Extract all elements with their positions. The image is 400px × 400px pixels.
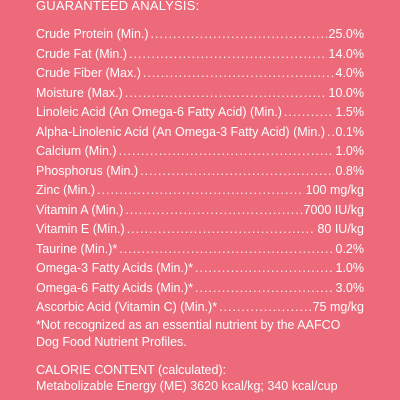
dot-leader bbox=[119, 142, 334, 162]
nutrient-row bbox=[36, 45, 364, 65]
nutrient-row bbox=[36, 279, 364, 299]
nutrient-row bbox=[36, 142, 364, 162]
dot-leader bbox=[125, 201, 301, 221]
nutrient-label: Phosphorus (Min.) bbox=[36, 163, 139, 178]
nutrient-value: 1.0% bbox=[335, 261, 364, 275]
dot-leader bbox=[284, 103, 334, 123]
nutrient-label: Omega-6 Fatty Acids (Min.)* bbox=[36, 280, 193, 295]
section-heading: GUARANTEED ANALYSIS: bbox=[36, 0, 200, 13]
nutrient-row bbox=[36, 103, 364, 123]
nutrient-value: 0.2% bbox=[335, 241, 364, 256]
dot-leader bbox=[140, 162, 333, 182]
nutrient-value: 0.8% bbox=[335, 163, 364, 178]
metabolizable-energy-text: Metabolizable Energy (ME) 3620 kcal/kg; 340 kcal/cup bbox=[36, 379, 338, 393]
nutrient-label: Crude Protein (Min.) bbox=[36, 27, 149, 41]
calorie-content-heading: CALORIE CONTENT (calculated): bbox=[36, 363, 227, 377]
nutrient-label: Calcium (Min.) bbox=[36, 144, 117, 158]
nutrient-value: 3.0% bbox=[335, 280, 364, 295]
nutrient-table bbox=[36, 25, 364, 318]
nutrient-value: 4.0% bbox=[335, 66, 364, 80]
guaranteed-analysis-panel bbox=[36, 0, 364, 400]
aafco-footnote: *Not recognized as an essential nutrient by the AAFCO Dog Food Nutrient Profiles. bbox=[36, 318, 341, 349]
dot-leader bbox=[143, 64, 334, 84]
nutrient-value: 75 mg/kg bbox=[312, 300, 364, 314]
nutrient-label: Ascorbic Acid (Vitamin C) (Min.)* bbox=[36, 300, 218, 314]
nutrient-row bbox=[36, 220, 364, 240]
nutrient-label: Alpha-Linolenic Acid (An Omega-3 Fatty Acid) (Min.) bbox=[36, 124, 326, 139]
nutrient-row bbox=[36, 201, 364, 221]
nutrient-label: Taurine (Min.)* bbox=[36, 241, 118, 256]
nutrient-label: Omega-3 Fatty Acids (Min.)* bbox=[36, 261, 193, 275]
nutrient-row bbox=[36, 25, 364, 45]
nutrient-value: 1.0% bbox=[335, 144, 364, 158]
dot-leader bbox=[327, 123, 333, 143]
nutrient-label: Crude Fiber (Max.) bbox=[36, 66, 141, 80]
nutrient-value: 0.1% bbox=[335, 124, 364, 139]
nutrient-row bbox=[36, 84, 364, 104]
nutrient-label: Vitamin A (Min.) bbox=[36, 202, 124, 217]
nutrient-row bbox=[36, 259, 364, 279]
dot-leader bbox=[119, 240, 333, 260]
nutrient-value: 14.0% bbox=[328, 46, 364, 61]
nutrient-value: 100 mg/kg bbox=[305, 183, 364, 197]
nutrient-row bbox=[36, 298, 364, 318]
nutrient-label: Vitamin E (Min.) bbox=[36, 222, 125, 236]
nutrient-label: Linoleic Acid (An Omega-6 Fatty Acid) (Min.) bbox=[36, 105, 282, 119]
nutrient-value: 7000 IU/kg bbox=[303, 202, 364, 217]
dot-leader bbox=[219, 298, 311, 318]
nutrient-row bbox=[36, 123, 364, 143]
nutrient-row bbox=[36, 240, 364, 260]
dot-leader bbox=[195, 279, 334, 299]
nutrient-value: 10.0% bbox=[328, 85, 364, 100]
dot-leader bbox=[97, 181, 304, 201]
dot-leader bbox=[125, 84, 327, 104]
dot-leader bbox=[129, 45, 327, 65]
nutrient-value: 25.0% bbox=[328, 27, 364, 41]
nutrient-label: Crude Fat (Min.) bbox=[36, 46, 127, 61]
nutrient-value: 1.5% bbox=[335, 105, 364, 119]
nutrient-value: 80 IU/kg bbox=[317, 222, 364, 236]
dot-leader bbox=[195, 259, 334, 279]
dot-leader bbox=[127, 220, 316, 240]
nutrient-row bbox=[36, 64, 364, 84]
nutrient-label: Zinc (Min.) bbox=[36, 183, 96, 197]
nutrient-row bbox=[36, 181, 364, 201]
nutrient-label: Moisture (Max.) bbox=[36, 85, 123, 100]
dot-leader bbox=[151, 25, 327, 45]
nutrient-row bbox=[36, 162, 364, 182]
